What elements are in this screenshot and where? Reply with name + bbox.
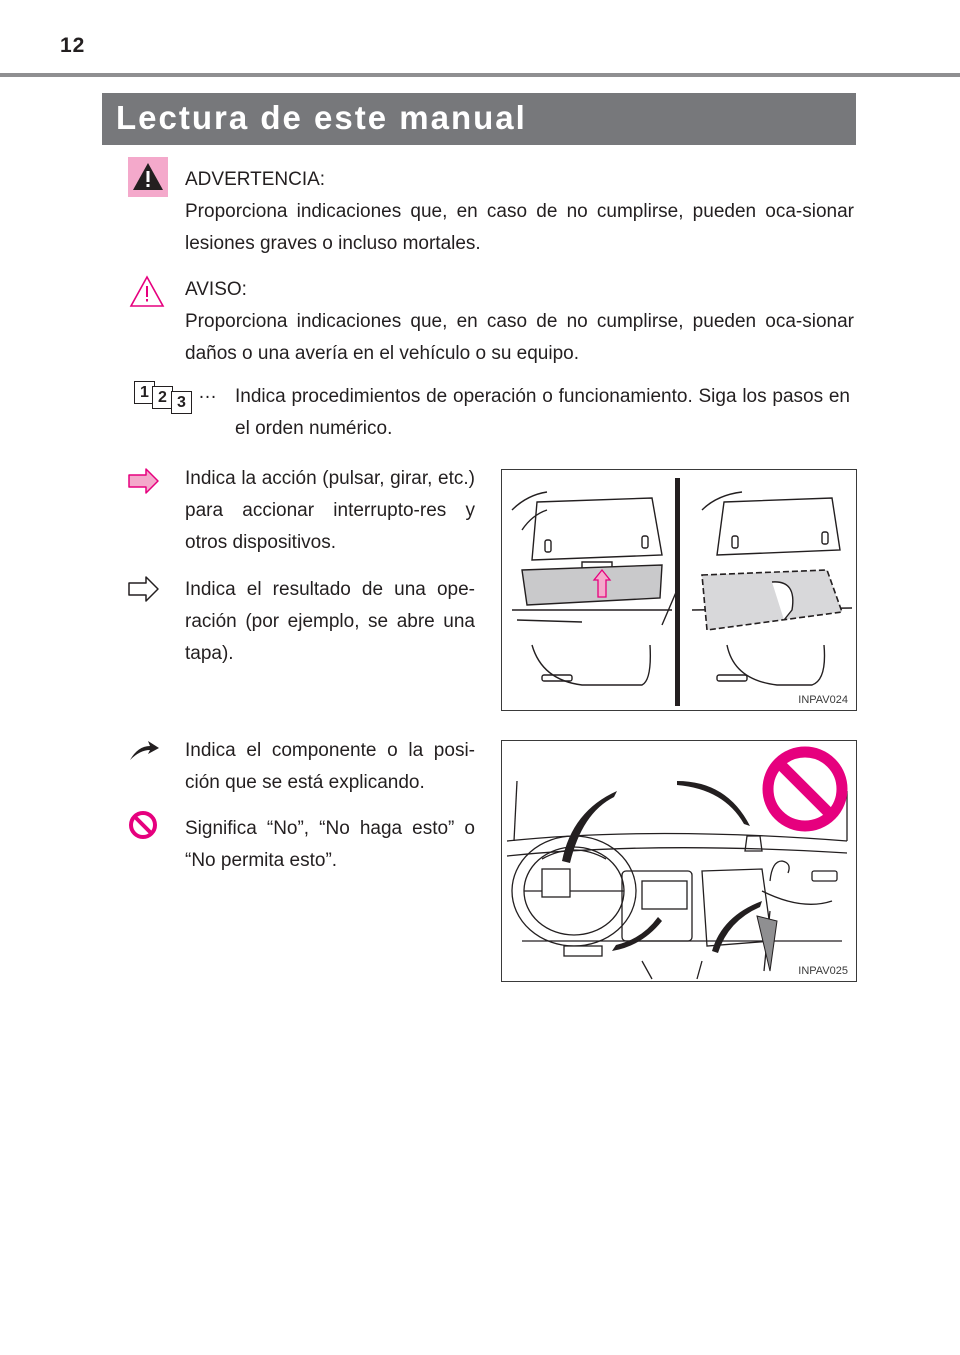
filled-arrow-icon	[128, 467, 160, 495]
result-description: Indica el resultado de una ope-ración (por ejemplo, se abre una tapa).	[185, 579, 475, 664]
outline-arrow-icon	[128, 575, 160, 603]
warning-title: ADVERTENCIA:	[185, 169, 326, 190]
header-rule	[0, 73, 960, 77]
section-title: Lectura de este manual	[116, 99, 527, 136]
overhead-console-figure	[501, 469, 857, 711]
step-badge-1: 1	[134, 381, 155, 404]
figure-code: INPAV024	[798, 694, 848, 706]
dashboard-figure	[501, 740, 857, 982]
warning-text	[185, 164, 854, 260]
section-header	[102, 93, 856, 145]
prohibition-icon	[128, 810, 158, 840]
pointer-arrow-icon	[128, 740, 160, 762]
action-description: Indica la acción (pulsar, girar, etc.) para accionar interrupto-res y otros dispositivos.	[185, 468, 475, 553]
pointer-description: Indica el componente o la posi-ción que se está explicando.	[185, 740, 475, 793]
notice-triangle-icon	[128, 274, 166, 310]
prohibition-description: Significa “No”, “No haga esto” o “No permita esto”.	[185, 818, 475, 871]
notice-description: Proporciona indicaciones que, en caso de no cumplirse, pueden oca-sionar daños o una avería en el vehículo o su equipo.	[185, 311, 854, 364]
figure-code: INPAV025	[798, 965, 848, 977]
steps-ellipsis: …	[198, 382, 217, 403]
dashboard-illustration	[502, 741, 856, 981]
step-badge-2: 2	[152, 386, 173, 409]
overhead-console-illustration	[502, 470, 856, 710]
step-badge-3: 3	[171, 391, 192, 414]
warning-triangle-icon	[128, 157, 168, 197]
steps-description: Indica procedimientos de operación o funcionamiento. Siga los pasos en el orden numérico.	[235, 386, 850, 439]
warning-description: Proporciona indicaciones que, en caso de no cumplirse, pueden oca-sionar lesiones graves o incluso mortales.	[185, 201, 854, 254]
notice-text	[185, 274, 854, 370]
notice-title: AVISO:	[185, 279, 247, 300]
page-number: 12	[60, 34, 86, 57]
